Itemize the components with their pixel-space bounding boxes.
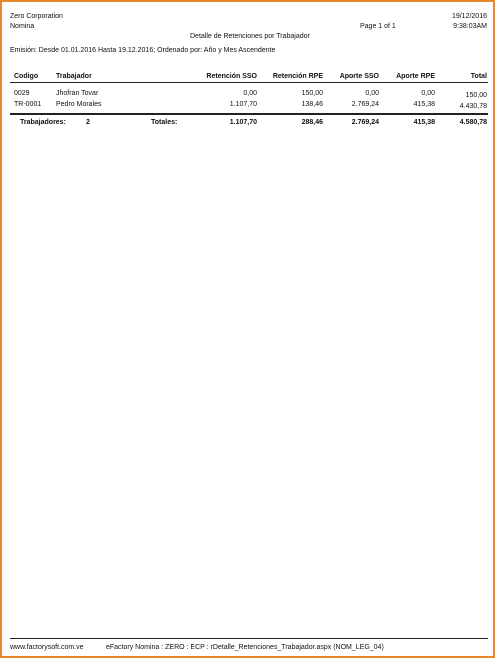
cell-trabajador: Pedro Morales (56, 101, 102, 108)
col-header-aporte-rpe: Aporte RPE (396, 73, 435, 80)
cell-aporte-rpe: 0,00 (421, 90, 435, 97)
header-divider (10, 82, 488, 83)
cell-aporte-sso: 2.769,24 (351, 101, 379, 108)
report-title: Detalle de Retenciones por Trabajador (190, 33, 310, 40)
cell-retencion-sso: 0,00 (243, 90, 257, 97)
cell-trabajador: Jhofran Tovar (56, 90, 99, 97)
cell-retencion-rpe: 150,00 (301, 90, 323, 97)
totals-label: Totales: (151, 119, 178, 126)
workers-label: Trabajadores: (20, 119, 66, 126)
total-retencion-sso: 1.107,70 (229, 119, 257, 126)
total-aporte-sso: 2.769,24 (351, 119, 379, 126)
cell-aporte-sso: 0,00 (365, 90, 379, 97)
report-criteria: Emisión: Desde 01.01.2016 Hasta 19.12.2016; Ordenado por: Año y Mes Ascendente (10, 47, 276, 54)
cell-codigo: TR-0001 (14, 101, 42, 108)
report-time: 9:38:03AM (453, 23, 487, 30)
col-header-retencion-sso: Retención SSO (206, 73, 257, 80)
company-name: Zero Corporation (10, 13, 63, 20)
report-date: 19/12/2016 (451, 13, 487, 20)
footer-app-info: eFactory Nomina : ZERO : ECP : rDetalle_Retenciones_Trabajador.aspx (NOM_LEG_04) (106, 644, 384, 651)
col-header-codigo: Codigo (14, 73, 39, 80)
col-header-total: Total (470, 73, 487, 80)
col-header-retencion-rpe: Retención RPE (272, 73, 323, 80)
module-name: Nomina (10, 23, 35, 30)
total-grand: 4.580,78 (459, 119, 487, 126)
total-aporte-rpe: 415,38 (413, 119, 435, 126)
footer-divider (10, 638, 488, 639)
cell-codigo: 0029 (14, 90, 30, 97)
workers-count: 2 (86, 119, 90, 126)
cell-aporte-rpe: 415,38 (413, 101, 435, 108)
col-header-aporte-sso: Aporte SSO (339, 73, 379, 80)
page-number: Page 1 of 1 (360, 23, 396, 30)
cell-retencion-sso: 1.107,70 (229, 101, 257, 108)
totals-divider (10, 113, 488, 115)
footer-website[interactable]: www.factorysoft.com.ve (10, 644, 84, 651)
total-retencion-rpe: 288,46 (301, 119, 323, 126)
col-header-trabajador: Trabajador (56, 73, 92, 80)
cell-total: 150,00 (465, 92, 487, 99)
cell-total: 4.430,78 (459, 103, 487, 110)
cell-retencion-rpe: 138,46 (301, 101, 323, 108)
